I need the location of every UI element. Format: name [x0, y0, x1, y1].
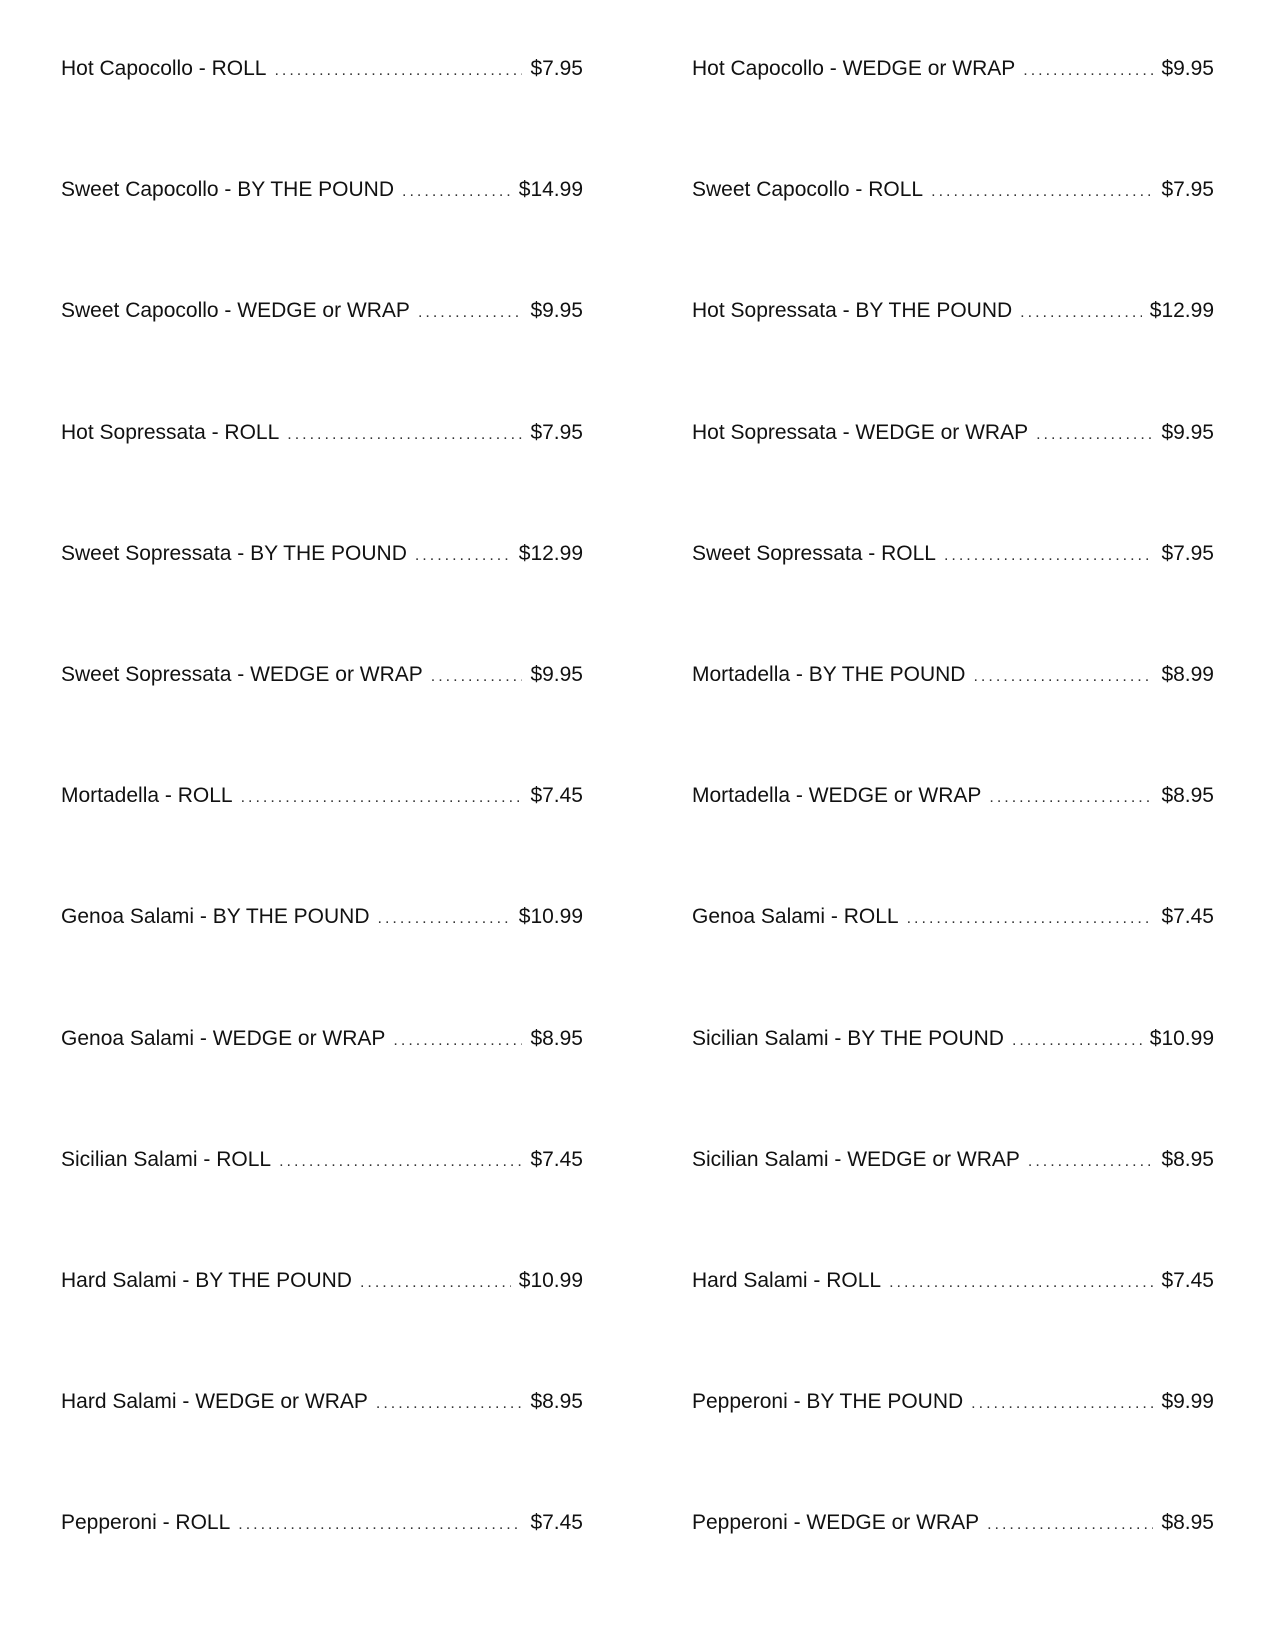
dot-leader: [989, 784, 1153, 812]
menu-item: [61, 419, 583, 540]
dot-leader: [402, 178, 511, 206]
dot-leader: [1020, 299, 1142, 327]
menu-item: [61, 176, 583, 297]
dot-leader: [418, 299, 523, 327]
item-price: $8.99: [1161, 662, 1214, 686]
menu-item: [61, 903, 583, 1024]
item-price: $7.45: [530, 784, 583, 808]
item-price: $10.99: [518, 905, 583, 929]
item-name: Pepperoni - BY THE POUND: [692, 1390, 964, 1414]
dot-leader: [376, 1390, 523, 1418]
dot-leader: [431, 663, 523, 691]
menu-item: [61, 1146, 583, 1267]
item-price: $9.95: [1161, 420, 1214, 444]
menu-item: [61, 661, 583, 782]
menu-column-left: [61, 55, 583, 1630]
item-name: Sweet Capocollo - BY THE POUND: [61, 178, 395, 202]
menu-item: [61, 1388, 583, 1509]
dot-leader: [944, 542, 1153, 570]
dot-leader: [279, 1148, 522, 1176]
item-name: Sweet Sopressata - WEDGE or WRAP: [61, 662, 423, 686]
item-name: Sicilian Salami - WEDGE or WRAP: [692, 1147, 1020, 1171]
dot-leader: [287, 421, 522, 449]
item-price: $7.45: [530, 1147, 583, 1171]
item-price: $10.99: [1149, 1026, 1214, 1050]
menu-item: [692, 1388, 1214, 1509]
menu-column-right: [692, 55, 1214, 1630]
menu-item: [692, 540, 1214, 661]
item-name: Sicilian Salami - ROLL: [61, 1147, 272, 1171]
menu-item: [692, 1267, 1214, 1388]
menu-item: [692, 661, 1214, 782]
item-price: $10.99: [518, 1268, 583, 1292]
dot-leader: [378, 905, 511, 933]
item-price: $12.99: [1149, 299, 1214, 323]
item-name: Hot Sopressata - WEDGE or WRAP: [692, 420, 1029, 444]
dot-leader: [1012, 1027, 1142, 1055]
item-price: $7.95: [530, 420, 583, 444]
dot-leader: [274, 57, 522, 85]
item-price: $9.95: [530, 662, 583, 686]
item-name: Hard Salami - WEDGE or WRAP: [61, 1390, 368, 1414]
item-name: Mortadella - WEDGE or WRAP: [692, 784, 982, 808]
item-price: $9.95: [1161, 57, 1214, 80]
dot-leader: [931, 178, 1153, 206]
item-price: $7.45: [1161, 905, 1214, 929]
menu-item: [61, 1509, 583, 1630]
item-price: $9.95: [530, 299, 583, 323]
item-name: Sicilian Salami - BY THE POUND: [692, 1026, 1004, 1050]
item-price: $12.99: [518, 541, 583, 565]
dot-leader: [987, 1511, 1153, 1539]
item-price: $8.95: [1161, 1147, 1214, 1171]
menu-item: [692, 1025, 1214, 1146]
item-name: Genoa Salami - BY THE POUND: [61, 905, 370, 929]
dot-leader: [971, 1390, 1153, 1418]
item-price: $14.99: [518, 178, 583, 202]
item-name: Hot Capocollo - ROLL: [61, 57, 267, 80]
item-name: Hot Capocollo - WEDGE or WRAP: [692, 57, 1016, 80]
item-price: $7.95: [1161, 178, 1214, 202]
item-name: Sweet Capocollo - ROLL: [692, 178, 924, 202]
menu-item: [61, 297, 583, 418]
dot-leader: [238, 1511, 522, 1539]
menu-item: [692, 1146, 1214, 1267]
menu-item: [61, 540, 583, 661]
menu-item: [61, 1267, 583, 1388]
menu-item: [61, 1025, 583, 1146]
dot-leader: [393, 1027, 522, 1055]
item-price: $8.95: [1161, 784, 1214, 808]
item-price: $9.99: [1161, 1390, 1214, 1414]
item-price: $7.45: [530, 1511, 583, 1535]
item-name: Sweet Capocollo - WEDGE or WRAP: [61, 299, 410, 323]
dot-leader: [415, 542, 511, 570]
dot-leader: [907, 905, 1154, 933]
item-price: $7.45: [1161, 1268, 1214, 1292]
item-name: Genoa Salami - WEDGE or WRAP: [61, 1026, 386, 1050]
item-name: Hot Sopressata - ROLL: [61, 420, 280, 444]
item-price: $7.95: [1161, 541, 1214, 565]
item-price: $8.95: [530, 1026, 583, 1050]
dot-leader: [241, 784, 523, 812]
item-name: Sweet Sopressata - BY THE POUND: [61, 541, 407, 565]
menu-item: [61, 782, 583, 903]
item-name: Mortadella - ROLL: [61, 784, 233, 808]
dot-leader: [360, 1269, 511, 1297]
menu-item: [692, 1509, 1214, 1630]
item-price: $7.95: [530, 57, 583, 80]
dot-leader: [1023, 57, 1153, 85]
dot-leader: [889, 1269, 1153, 1297]
menu-item: [692, 297, 1214, 418]
item-name: Hard Salami - BY THE POUND: [61, 1268, 352, 1292]
menu-item: [692, 419, 1214, 540]
menu-item: [692, 903, 1214, 1024]
item-name: Hot Sopressata - BY THE POUND: [692, 299, 1013, 323]
menu-item: [61, 55, 583, 176]
dot-leader: [1028, 1148, 1154, 1176]
item-price: $8.95: [1161, 1511, 1214, 1535]
item-name: Pepperoni - ROLL: [61, 1511, 231, 1535]
dot-leader: [1036, 421, 1153, 449]
dot-leader: [973, 663, 1153, 691]
item-name: Pepperoni - WEDGE or WRAP: [692, 1511, 980, 1535]
item-name: Sweet Sopressata - ROLL: [692, 541, 936, 565]
item-name: Mortadella - BY THE POUND: [692, 662, 966, 686]
item-price: $8.95: [530, 1390, 583, 1414]
item-name: Hard Salami - ROLL: [692, 1268, 882, 1292]
item-name: Genoa Salami - ROLL: [692, 905, 899, 929]
menu-item: [692, 782, 1214, 903]
menu-item: [692, 176, 1214, 297]
menu-item: [692, 55, 1214, 176]
